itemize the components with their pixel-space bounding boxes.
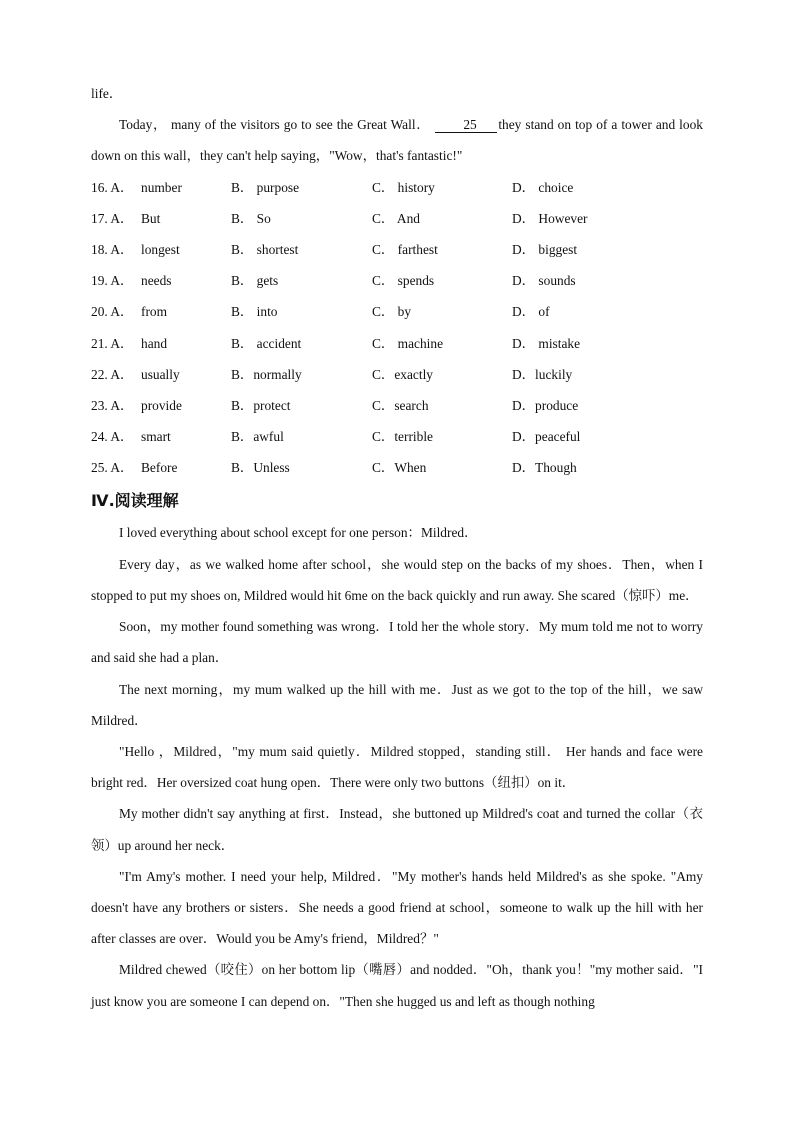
option-c: C．search [372, 397, 429, 413]
cloze-paragraph-end: life． [91, 86, 123, 101]
option-b: B．protect [231, 397, 291, 413]
option-d: D． mistake [512, 335, 581, 351]
option-d: D．luckily [512, 366, 573, 382]
question-number: 17. A． [91, 210, 134, 226]
question-row [91, 390, 703, 421]
reading-paragraph: "I'm Amy's mother. I need your help, Mildred．"My mother's hands held Mildred's as she spoke. "Amy doesn't have any brothers or sisters．She needs a good friend at school，someone to walk up the hill with her after classes are over．Would you be Amy's friend，Mildred？" [91, 868, 703, 947]
option-b: B． gets [231, 273, 279, 289]
option-a: hand [141, 335, 168, 351]
question-row [91, 359, 703, 390]
option-b: B．Unless [231, 460, 290, 476]
option-b: B． shortest [231, 241, 299, 257]
question-number: 24. A． [91, 429, 134, 445]
option-c: C． by [372, 304, 412, 320]
question-row [91, 296, 703, 327]
option-d: D． biggest [512, 241, 578, 257]
option-d: D． choice [512, 179, 574, 195]
option-d: D． However [512, 210, 588, 226]
option-d: D． of [512, 304, 550, 320]
question-row [91, 328, 703, 359]
question-row [91, 203, 703, 234]
option-a: But [141, 210, 161, 226]
reading-paragraph: I loved everything about school except for one person：Mildred． [119, 525, 478, 541]
question-row [91, 172, 703, 203]
option-d: D．Though [512, 460, 577, 476]
option-c: C． spends [372, 273, 435, 289]
option-c: C． machine [372, 335, 444, 351]
options-list [91, 172, 703, 484]
option-c: C．exactly [372, 366, 433, 382]
option-a: Before [141, 460, 178, 476]
question-number: 21. A． [91, 335, 134, 351]
question-number: 23. A． [91, 397, 134, 413]
option-a: usually [141, 366, 180, 382]
option-c: C．When [372, 460, 427, 476]
option-a: provide [141, 397, 182, 413]
question-number: 22. A． [91, 366, 134, 382]
option-b: B．awful [231, 429, 284, 445]
question-number: 19. A． [91, 273, 134, 289]
option-b: B． purpose [231, 179, 300, 195]
reading-paragraph: "Hello ，Mildred，"my mum said quietly．Mildred stopped，standing still． Her hands and face were bright red．Her oversized coat hung open．There were only two buttons（纽扣）on it． [91, 743, 703, 791]
reading-paragraph: Every day，as we walked home after school，she would step on the backs of my shoes．Then，when I stopped to put my shoes on, Mildred would hit 6me on the back quickly and run away. She scared（惊吓）me． [91, 556, 703, 603]
option-a: smart [141, 429, 171, 445]
question-row [91, 234, 703, 265]
reading-paragraph: Mildred chewed（咬住）on her bottom lip（嘴唇）and nodded．"Oh，thank you！"my mother said．"I just know you are someone I can depend on．"Then she hugged us and left as though nothing [91, 962, 703, 1009]
question-row [91, 421, 703, 452]
question-number: 18. A． [91, 241, 134, 257]
question-number: 25. A． [91, 460, 134, 476]
reading-paragraph: The next morning，my mum walked up the hill with me．Just as we got to the top of the hill，we saw Mildred． [91, 681, 703, 728]
question-number: 20. A． [91, 304, 134, 320]
option-b: B． So [231, 210, 271, 226]
blank-25: 25 [435, 117, 497, 133]
question-number: 16. A． [91, 179, 134, 195]
option-d: D．produce [512, 397, 579, 413]
option-d: D． sounds [512, 273, 576, 289]
option-a: longest [141, 241, 180, 257]
option-c: C．terrible [372, 429, 433, 445]
question-row [91, 452, 703, 483]
option-a: needs [141, 273, 172, 289]
reading-paragraph: Soon，my mother found something was wrong．I told her the whole story．My mum told me not to worry and said she had a plan． [91, 619, 703, 666]
option-b: B． accident [231, 335, 302, 351]
option-d: D．peaceful [512, 429, 581, 445]
question-row [91, 265, 703, 296]
option-b: B． into [231, 304, 278, 320]
document-page [91, 78, 703, 1017]
section-heading: Ⅳ.阅读理解 [91, 491, 179, 511]
option-b: B．normally [231, 366, 302, 382]
option-a: from [141, 304, 168, 320]
reading-paragraph: My mother didn't say anything at first．Instead，she buttoned up Mildred's coat and turned the collar（衣领）up around her neck． [91, 806, 703, 853]
cloze-text-after-blank: they stand on top of a tower and look down on this wall，they can't help saying，"Wow，that's fantastic!" [91, 117, 703, 164]
option-c: C． history [372, 179, 435, 195]
option-c: C． And [372, 210, 420, 226]
cloze-paragraph-today [91, 109, 703, 171]
cloze-text-before-blank: Today， many of the visitors go to see the Great Wall． [119, 117, 431, 133]
option-a: number [141, 179, 182, 195]
option-c: C． farthest [372, 241, 438, 257]
